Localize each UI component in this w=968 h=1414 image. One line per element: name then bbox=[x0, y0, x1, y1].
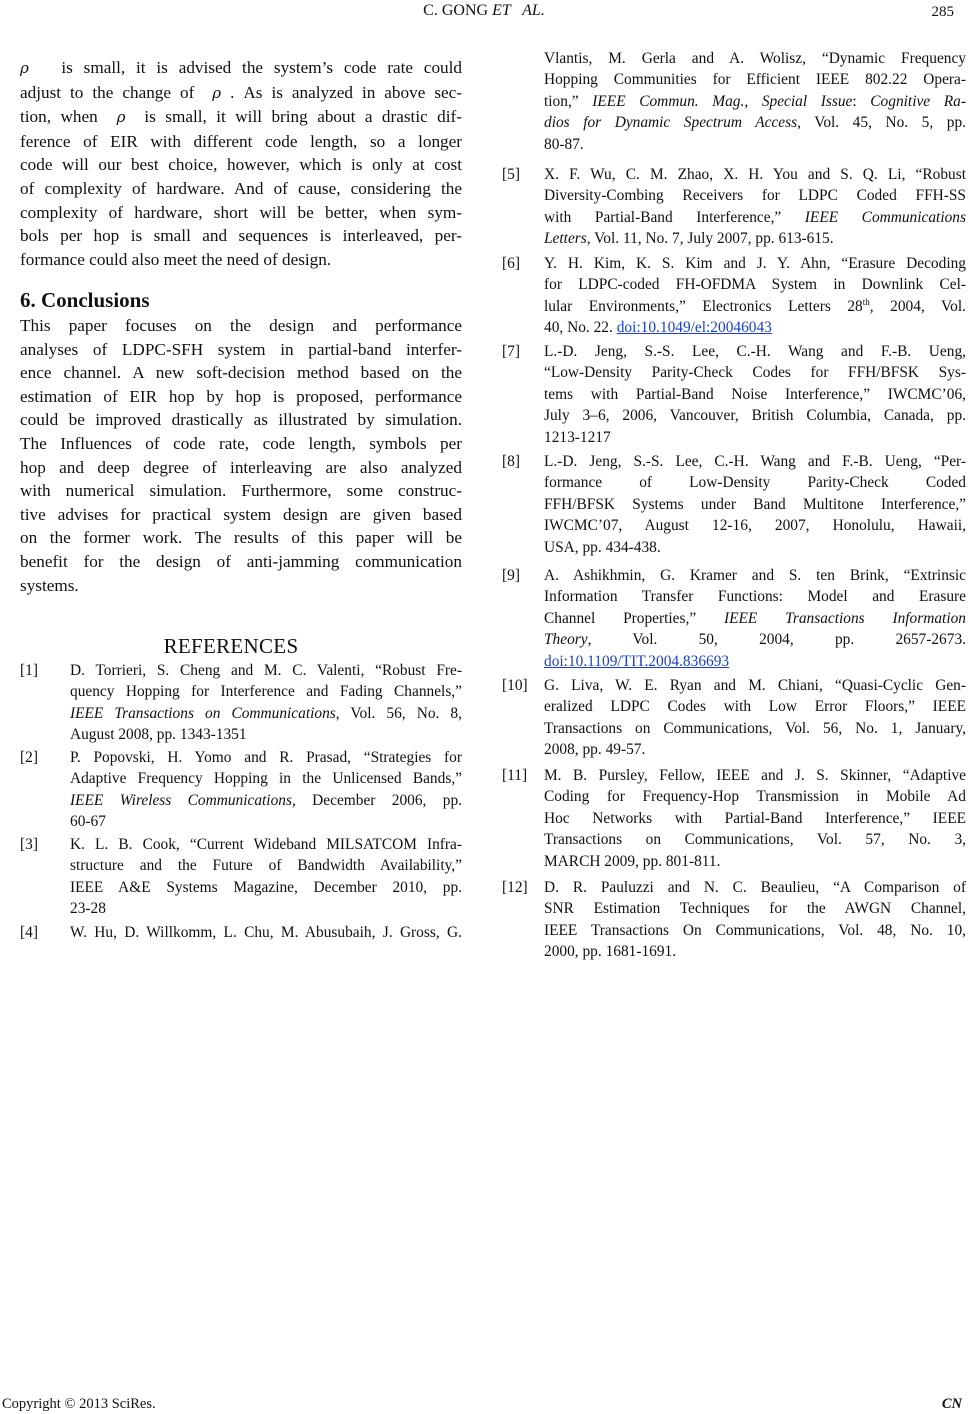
reference-label: [10] bbox=[502, 677, 528, 694]
text-line bbox=[20, 338, 462, 362]
text-segment: Theory bbox=[544, 631, 588, 649]
text-line bbox=[544, 765, 966, 786]
text-line bbox=[70, 877, 462, 898]
text-segment: 2000, pp. 1681-1691. bbox=[544, 943, 677, 961]
text-line bbox=[20, 105, 462, 130]
header-author: C. GONG bbox=[423, 2, 489, 19]
text-line bbox=[544, 405, 966, 426]
text-line bbox=[20, 153, 462, 177]
text-line bbox=[20, 408, 462, 432]
reference-text bbox=[544, 341, 966, 448]
text-segment: of complexity of hardware. And of cause, considering the bbox=[20, 178, 462, 198]
reference-text bbox=[544, 164, 966, 250]
text-segment: 1213-1217 bbox=[544, 428, 611, 446]
text-line bbox=[70, 724, 462, 745]
text-line bbox=[20, 201, 462, 225]
references-heading: REFERENCES bbox=[163, 634, 299, 658]
text-line bbox=[20, 456, 462, 480]
text-line bbox=[544, 112, 966, 133]
text-segment: SNR Estimation Techniques for the AWGN Channel, bbox=[544, 900, 966, 918]
text-line bbox=[544, 651, 966, 672]
text-segment: tion, when bbox=[20, 107, 117, 127]
text-segment: Diversity-Combing Receivers for LDPC Coded FFH-SS bbox=[544, 187, 966, 205]
running-header bbox=[0, 2, 968, 20]
copyright: Copyright © 2013 SciRes. bbox=[2, 1396, 156, 1412]
text-segment: with numerical simulation. Furthermore, some construc- bbox=[20, 481, 462, 501]
text-line bbox=[70, 811, 462, 832]
text-segment: , Vol. 11, No. 7, July 2007, pp. 613-615. bbox=[586, 230, 834, 248]
text-line bbox=[544, 164, 966, 185]
text-line bbox=[70, 768, 462, 789]
text-line bbox=[544, 228, 966, 249]
text-segment: quency Hopping for Interference and Fading Channels,” bbox=[70, 683, 462, 701]
doi-link[interactable]: doi:10.1109/TIT.2004.836693 bbox=[544, 652, 730, 670]
text-segment: . As is analyzed in above sec- bbox=[221, 82, 462, 102]
text-segment: 40, No. 22. bbox=[544, 319, 617, 337]
text-segment: IEEE Transactions on Communications bbox=[70, 704, 336, 722]
text-segment: Information Transfer Functions: Model and Erasure bbox=[544, 588, 966, 606]
text-line bbox=[70, 681, 462, 702]
text-line bbox=[544, 739, 966, 760]
text-line bbox=[544, 786, 966, 807]
text-line bbox=[70, 660, 462, 681]
reference-text bbox=[544, 253, 966, 339]
text-line bbox=[20, 224, 462, 248]
text-segment: formance of Low-Density Parity-Check Coded bbox=[544, 474, 966, 492]
reference-text bbox=[70, 922, 462, 943]
text-segment: Adaptive Frequency Hopping in the Unlicensed Bands,” bbox=[70, 770, 462, 788]
doi-link[interactable]: doi:10.1049/el:20046043 bbox=[616, 319, 772, 337]
text-segment: for LDPC-coded FH-OFDMA System in Downlink Cel- bbox=[544, 276, 966, 294]
header-etal: ET AL. bbox=[492, 2, 545, 19]
text-segment: W. Hu, D. Willkomm, L. Chu, M. Abusubaih, J. Gross, G. bbox=[70, 924, 462, 941]
rho-symbol: ρ bbox=[20, 59, 29, 77]
text-line bbox=[70, 703, 462, 724]
reference-label: [9] bbox=[502, 567, 520, 584]
text-segment: IEEE Transactions Information bbox=[723, 609, 966, 627]
text-segment: code will our best choice, however, which is only at cost bbox=[20, 155, 462, 175]
text-segment: USA, pp. 434-438. bbox=[544, 538, 661, 556]
text-line bbox=[544, 207, 966, 228]
text-segment: 60-67 bbox=[70, 813, 106, 831]
text-line bbox=[544, 920, 966, 941]
text-line bbox=[544, 296, 966, 317]
text-segment: tive advises for practical system design are given based bbox=[20, 504, 462, 524]
text-segment: lular Environments,” Electronics Letters 28 bbox=[544, 297, 863, 315]
text-line bbox=[544, 91, 966, 112]
text-segment: IWCMC’07, August 12-16, 2007, Honolulu, Hawaii, bbox=[544, 517, 966, 535]
text-line bbox=[20, 479, 462, 503]
text-segment: Cognitive Ra- bbox=[870, 92, 966, 110]
reference-text bbox=[70, 747, 462, 833]
text-segment: , 2004, Vol. bbox=[869, 297, 966, 315]
text-line bbox=[544, 608, 966, 629]
text-segment: 23-28 bbox=[70, 900, 106, 918]
text-segment: X. F. Wu, C. M. Zhao, X. H. You and S. Q. Li, “Robust bbox=[544, 166, 966, 183]
text-segment: FFH/BFSK Systems under Band Multitone Interference,” bbox=[544, 495, 966, 513]
text-line bbox=[20, 550, 462, 574]
text-line bbox=[544, 537, 966, 558]
text-line bbox=[544, 629, 966, 650]
text-line bbox=[544, 565, 966, 586]
text-segment: IEEE Commun. Mag., Special Issue bbox=[592, 92, 853, 110]
text-segment: , December 2006, pp. bbox=[291, 791, 462, 809]
reference-label: [3] bbox=[20, 836, 38, 853]
text-line bbox=[544, 696, 966, 717]
text-segment: is small, it will bring about a drastic dif- bbox=[125, 107, 462, 127]
rho-symbol: ρ bbox=[116, 108, 126, 127]
text-segment: P. Popovski, H. Yomo and R. Prasad, “Strategies for bbox=[70, 749, 462, 766]
text-line bbox=[20, 361, 462, 385]
text-line bbox=[20, 385, 462, 409]
text-segment: IEEE Transactions On Communications, Vol. 48, No. 10, bbox=[544, 921, 966, 939]
text-segment: : bbox=[852, 92, 871, 110]
text-line bbox=[544, 427, 966, 448]
text-segment: MARCH 2009, pp. 801-811. bbox=[544, 852, 721, 870]
text-segment: adjust to the change of bbox=[20, 82, 213, 102]
text-segment: , Vol. 50, 2004, pp. 2657-2673. bbox=[587, 631, 966, 649]
text-segment: IEEE A&E Systems Magazine, December 2010, pp. bbox=[70, 878, 462, 896]
text-line bbox=[544, 451, 966, 472]
text-line bbox=[70, 790, 462, 811]
text-segment: The Influences of code rate, code length, symbols per bbox=[20, 433, 462, 453]
text-line bbox=[544, 808, 966, 829]
text-segment: L.-D. Jeng, S.-S. Lee, C.-H. Wang and F.-B. Ueng, “Per- bbox=[544, 453, 966, 470]
text-segment: K. L. B. Cook, “Current Wideband MILSATCOM Infra- bbox=[70, 836, 462, 853]
text-line bbox=[544, 274, 966, 295]
reference-text bbox=[70, 660, 462, 746]
reference-text bbox=[544, 675, 966, 761]
text-line bbox=[20, 574, 462, 598]
text-line bbox=[544, 253, 966, 274]
text-line bbox=[544, 362, 966, 383]
text-segment: systems. bbox=[20, 575, 79, 595]
text-line bbox=[20, 503, 462, 527]
text-line bbox=[70, 922, 462, 943]
text-line bbox=[544, 472, 966, 493]
reference-label: [7] bbox=[502, 343, 520, 360]
reference-label: [5] bbox=[502, 166, 520, 183]
text-segment: bols per hop is small and sequences is interleaved, per- bbox=[20, 226, 462, 246]
text-segment: Vlantis, M. Gerla and A. Wolisz, “Dynamic Frequency bbox=[544, 50, 966, 67]
paragraph-1 bbox=[20, 56, 462, 271]
text-line bbox=[544, 898, 966, 919]
text-segment: M. B. Pursley, Fellow, IEEE and J. S. Skinner, “Adaptive bbox=[544, 767, 966, 784]
text-segment: L.-D. Jeng, S.-S. Lee, C.-H. Wang and F.-B. Ueng, bbox=[544, 343, 966, 360]
text-segment: 80-87. bbox=[544, 135, 584, 153]
journal-abbrev: CN bbox=[941, 1396, 962, 1412]
text-segment: This paper focuses on the design and performance bbox=[20, 316, 462, 335]
text-line bbox=[20, 248, 462, 272]
text-segment: structure and the Future of Bandwidth Availability,” bbox=[70, 857, 462, 875]
reference-text bbox=[544, 877, 966, 963]
text-segment: Coding for Frequency-Hop Transmission in Mobile Ad bbox=[544, 788, 966, 806]
text-segment: G. Liva, W. E. Ryan and M. Chiani, “Quasi-Cyclic Gen- bbox=[544, 677, 966, 694]
text-segment: tems with Partial-Band Noise Interference,” IWCMC’06, bbox=[544, 385, 966, 403]
reference-continuation bbox=[544, 48, 966, 155]
reference-label: [6] bbox=[502, 255, 520, 272]
reference-text bbox=[70, 834, 462, 920]
text-segment: Letters bbox=[544, 230, 587, 248]
text-segment: IEEE Wireless Communications bbox=[70, 791, 292, 809]
text-segment: July 3–6, 2006, Vancouver, British Columbia, Canada, pp. bbox=[544, 407, 966, 425]
text-segment: D. R. Pauluzzi and N. C. Beaulieu, “A Comparison of bbox=[544, 879, 966, 896]
text-line bbox=[544, 941, 966, 962]
text-line bbox=[544, 494, 966, 515]
text-line bbox=[70, 898, 462, 919]
text-segment: eralized LDPC Codes with Low Error Floors,” IEEE bbox=[544, 698, 966, 716]
reference-label: [4] bbox=[20, 924, 38, 941]
text-segment: Hopping Communities for Efficient IEEE 802.22 Opera- bbox=[544, 71, 966, 89]
text-line bbox=[20, 526, 462, 550]
text-segment: analyses of LDPC-SFH system in partial-band interfer- bbox=[20, 339, 462, 359]
reference-label: [12] bbox=[502, 879, 528, 896]
text-segment: “Low-Density Parity-Check Codes for FFH/BFSK Sys- bbox=[544, 364, 966, 382]
text-line bbox=[544, 48, 966, 69]
text-line bbox=[544, 877, 966, 898]
reference-text bbox=[544, 565, 966, 672]
text-segment: 2008, pp. 49-57. bbox=[544, 741, 646, 759]
text-segment: benefit for the design of anti-jamming communication bbox=[20, 551, 462, 571]
text-line bbox=[20, 177, 462, 201]
rho-symbol: ρ bbox=[212, 83, 222, 102]
reference-text bbox=[544, 765, 966, 872]
text-line bbox=[20, 56, 462, 81]
text-line bbox=[70, 834, 462, 855]
text-segment: dios for Dynamic Spectrum Access bbox=[544, 114, 798, 132]
text-line bbox=[544, 675, 966, 696]
text-line bbox=[544, 384, 966, 405]
text-segment: th bbox=[862, 296, 870, 307]
text-segment: could be improved drastically as illustrated by simulation. bbox=[20, 410, 462, 430]
text-segment: ference of EIR with different code length, so a longer bbox=[20, 131, 462, 151]
text-line bbox=[544, 317, 966, 338]
text-segment: Hoc Networks with Partial-Band Interference,” IEEE bbox=[544, 809, 966, 827]
text-line bbox=[20, 432, 462, 456]
text-line bbox=[20, 81, 462, 106]
text-line bbox=[20, 130, 462, 154]
text-segment: estimation of EIR hop by hop is proposed, performance bbox=[20, 386, 462, 406]
text-line bbox=[544, 586, 966, 607]
text-segment: IEEE Communications bbox=[804, 208, 966, 226]
reference-label: [11] bbox=[502, 767, 528, 784]
paragraph-2 bbox=[20, 314, 462, 597]
reference-label: [8] bbox=[502, 453, 520, 470]
text-segment: , Vol. 56, No. 8, bbox=[335, 704, 462, 722]
text-line bbox=[544, 718, 966, 739]
text-line bbox=[544, 515, 966, 536]
text-line bbox=[544, 134, 966, 155]
text-segment: Transactions on Communications, Vol. 56, No. 1, January, bbox=[544, 719, 966, 737]
text-segment: August 2008, pp. 1343-1351 bbox=[70, 726, 247, 744]
text-line bbox=[544, 185, 966, 206]
text-segment: Y. H. Kim, K. S. Kim and J. Y. Ahn, “Erasure Decoding bbox=[544, 255, 966, 272]
text-segment: A. Ashikhmin, G. Kramer and S. ten Brink, “Extrinsic bbox=[544, 567, 966, 584]
text-segment: Channel Properties,” bbox=[544, 609, 724, 627]
text-line bbox=[544, 341, 966, 362]
text-segment: ence channel. A new soft-decision method based on the bbox=[20, 363, 462, 383]
text-line bbox=[20, 314, 462, 338]
section-heading: 6. Conclusions bbox=[20, 288, 150, 312]
text-segment: with Partial-Band Interference,” bbox=[544, 208, 805, 226]
text-segment: Transactions on Communications, Vol. 57, No. 3, bbox=[544, 831, 966, 849]
text-line bbox=[70, 747, 462, 768]
text-segment: formance could also meet the need of design. bbox=[20, 249, 332, 269]
page-number: 285 bbox=[931, 4, 954, 20]
text-line bbox=[544, 69, 966, 90]
text-segment: tion,” bbox=[544, 92, 593, 110]
text-segment: , Vol. 45, No. 5, pp. bbox=[797, 114, 966, 132]
text-segment: on the former work. The results of this paper will be bbox=[20, 528, 462, 548]
reference-label: [2] bbox=[20, 749, 38, 766]
reference-text bbox=[544, 451, 966, 558]
text-segment: D. Torrieri, S. Cheng and M. C. Valenti, “Robust Fre- bbox=[70, 662, 462, 679]
text-segment: hop and deep degree of interleaving are also analyzed bbox=[20, 457, 462, 477]
text-line bbox=[544, 851, 966, 872]
text-line bbox=[70, 855, 462, 876]
text-segment: complexity of hardware, short will be better, when sym- bbox=[20, 202, 462, 222]
reference-label: [1] bbox=[20, 662, 38, 679]
text-segment: is small, it is advised the system’s code rate could bbox=[28, 58, 462, 77]
text-line bbox=[544, 829, 966, 850]
